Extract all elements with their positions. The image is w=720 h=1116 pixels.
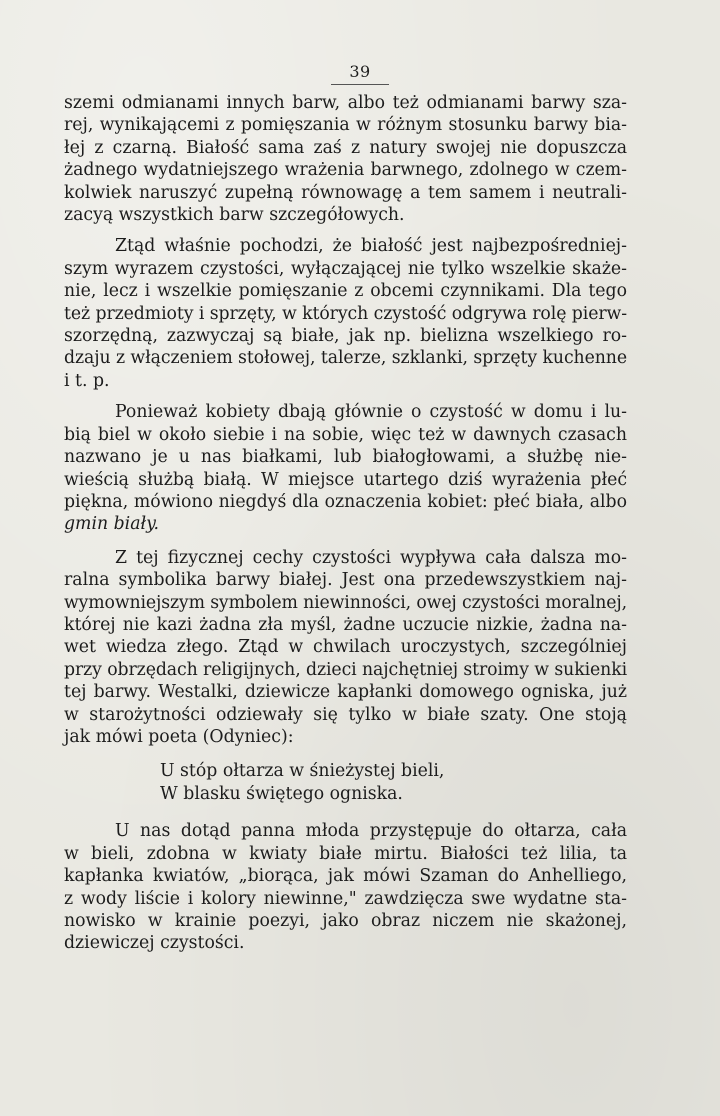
text-line: [64, 469, 627, 491]
line-text: szorzędną, zazwyczaj są białe, jak np. bielizna wszelkiego ro-: [64, 326, 627, 347]
text-line: [64, 159, 627, 181]
text-line: [64, 614, 627, 636]
line-text: nie, lecz i wszelkie pomięszanie z obcemi czynnikami. Dla tego: [64, 281, 627, 302]
paragraph-3: [64, 401, 627, 535]
text-line: [64, 910, 627, 932]
line-text: szym wyrazem czystości, wyłączającej nie tylko wszelkie skaże-: [64, 258, 627, 279]
line-text: tej barwy. Westalki, dziewicze kapłanki domowego ogniska, już: [64, 682, 627, 703]
text-line: [64, 446, 627, 468]
line-text: zacyą wszystkich barw szczegółowych.: [64, 205, 405, 226]
verse-line: W blasku świętego ogniska.: [160, 784, 403, 805]
line-text: nazwano je u nas białkami, lub białogłowami, a służbę nie-: [64, 447, 627, 468]
line-text: i t. p.: [64, 370, 110, 391]
line-text: wymowniejszym symbolem niewinności, owej czystości moralnej,: [64, 592, 627, 613]
text-line: [64, 303, 627, 325]
line-text: piękna, mówiono niegdyś dla oznaczenia kobiet: płeć biała, albo: [64, 491, 627, 512]
verse-line: U stóp ołtarza w śnieżystej bieli,: [160, 761, 445, 782]
text-line: [64, 370, 627, 392]
line-text: jak mówi poeta (Odyniec):: [64, 726, 294, 747]
text-line: [64, 92, 627, 114]
line-text: z wody liście i kolory niewinne," zawdzięcza swe wydatne sta-: [64, 888, 627, 909]
text-line: [64, 865, 627, 887]
text-line: [64, 932, 627, 954]
verse-quote: [160, 760, 627, 806]
page-number: 39: [331, 62, 388, 85]
text-line: [64, 347, 627, 369]
text-line: [64, 325, 627, 347]
text-line: [64, 280, 627, 302]
line-text: gmin biały.: [64, 514, 160, 535]
line-text: Ztąd właśnie pochodzi, że białość jest najbezpośredniej-: [115, 236, 627, 257]
line-text: U nas dotąd panna młoda przystępuje do ołtarza, cała: [115, 821, 627, 842]
text-line: [64, 659, 627, 681]
line-text: dziewiczej czystości.: [64, 933, 245, 954]
paragraph-2: [64, 235, 627, 392]
line-text: rej, wynikającemi z pomięszania w różnym stosunku barwy bia-: [64, 115, 627, 136]
paragraph-4: [64, 547, 627, 749]
line-text: kapłanka kwiatów, „biorąca, jak mówi Szaman do Anhelliego,: [64, 866, 627, 887]
line-text: której nie kazi żadna zła myśl, żadne uczucie nizkie, żadna na-: [64, 614, 627, 635]
text-line: [64, 204, 627, 226]
line-text: też przedmioty i sprzęty, w których czystość odgrywa rolę pierw-: [64, 303, 628, 324]
text-line: [64, 182, 627, 204]
body-text: [64, 92, 627, 955]
line-text: nowisko w krainie poezyi, jako obraz niczem nie skażonej,: [64, 911, 627, 931]
line-text: łej z czarną. Białość sama zaś z natury swojej nie dopuszcza: [64, 137, 627, 158]
text-line: [64, 704, 627, 726]
text-line: [64, 636, 627, 658]
text-line: [64, 137, 627, 159]
paragraph-1: [64, 92, 627, 226]
text-line: [64, 592, 627, 614]
page-header: [0, 62, 720, 85]
line-text: przy obrzędach religijnych, dzieci najchętniej stroimy w sukienki: [64, 659, 628, 680]
text-line: [64, 513, 627, 535]
line-text: bią biel w około siebie i na sobie, więc też w dawnych czasach: [64, 424, 627, 445]
text-line: [64, 569, 627, 591]
text-line: [64, 888, 627, 910]
line-text: żadnego wydatniejszego wrażenia barwnego, zdolnego w czem-: [64, 160, 627, 181]
line-text: szemi odmianami innych barw, albo też odmianami barwy sza-: [64, 93, 627, 113]
paragraph-5: [64, 820, 627, 954]
line-text: wieścią służbą białą. W miejsce utartego dziś wyrażenia płeć: [64, 469, 627, 490]
text-line: [64, 258, 627, 280]
line-text: Z tej fizycznej cechy czystości wypływa cała dalsza mo-: [115, 547, 627, 568]
text-line: [64, 820, 627, 842]
line-text: wet wiedza złego. Ztąd w chwilach uroczystych, szczególniej: [64, 637, 627, 658]
line-text: Ponieważ kobiety dbają głównie o czystość w domu i lu-: [115, 402, 627, 423]
line-text: w starożytności odziewały się tylko w białe szaty. One stoją: [64, 704, 627, 725]
line-text: dzaju z włączeniem stołowej, talerze, szklanki, sprzęty kuchenne: [64, 348, 627, 369]
text-line: [64, 726, 627, 748]
text-line: [64, 114, 627, 136]
text-line: [64, 681, 627, 703]
line-text: w bieli, zdobna w kwiaty białe mirtu. Białości też lilia, ta: [64, 843, 627, 864]
text-line: [64, 843, 627, 865]
text-line: [64, 491, 627, 513]
text-line: [64, 235, 627, 257]
line-text: kolwiek naruszyć zupełną równowagę a tem samem i neutrali-: [64, 182, 627, 203]
text-line: [64, 547, 627, 569]
line-text: ralna symbolika barwy białej. Jest ona przedewszystkiem naj-: [64, 570, 627, 591]
text-line: [64, 424, 627, 446]
text-line: [64, 401, 627, 423]
